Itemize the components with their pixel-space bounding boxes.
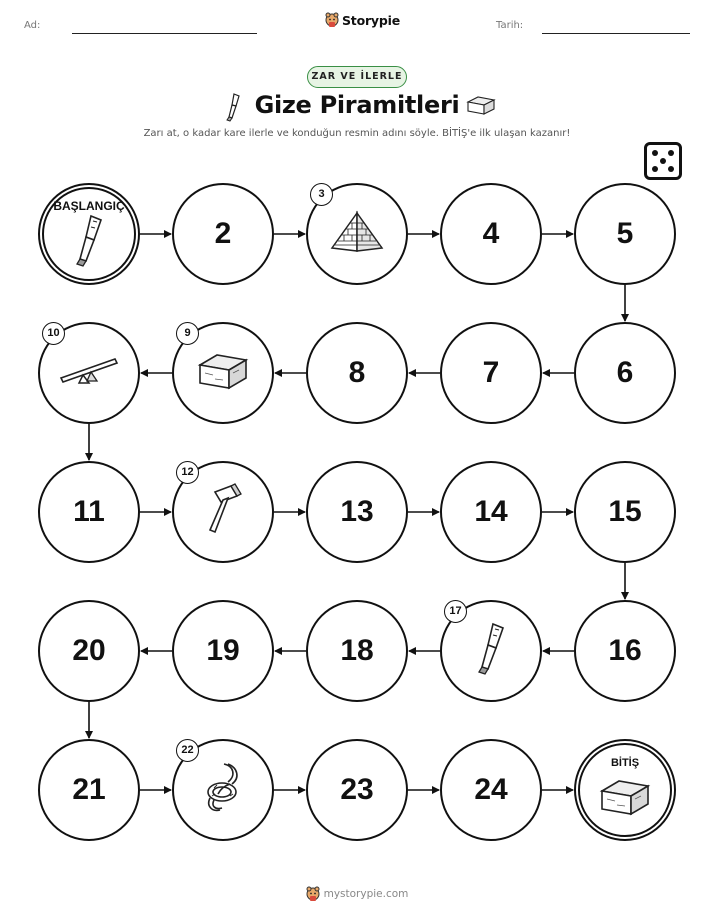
space-number: 14 [474,495,508,528]
board-space-8 [306,322,408,424]
game-type-tag: ZAR VE İLERLE [307,66,407,88]
board-space-2 [172,183,274,285]
space-number: 11 [73,495,105,528]
board-space-11 [38,461,140,563]
date-label: Tarih: [496,20,524,31]
footer [0,886,714,902]
stone-block-icon [597,775,653,823]
start-label: BAŞLANGIÇ [53,199,125,213]
space-number: 23 [340,773,374,806]
board-space-5 [574,183,676,285]
space-number: 19 [206,634,240,667]
finish-space [574,739,676,841]
space-number: 6 [616,356,634,389]
board-space-7 [440,322,542,424]
mascot-icon [306,886,320,902]
board-space-13 [306,461,408,563]
space-number-badge: 12 [176,461,199,484]
chisel-icon [471,621,511,681]
stone-block-icon [195,349,251,397]
board-space-16 [574,600,676,702]
instructions: Zarı at, o kadar kare ilerle ve konduğun resmin adını söyle. BİTİŞ'e ilk ulaşan kazanır! [143,128,571,139]
lever-icon [57,353,121,393]
space-number: 2 [214,217,232,250]
space-number: 7 [482,356,500,389]
space-number-badge: 3 [310,183,333,206]
space-number: 16 [608,634,642,667]
page-title: Gize Piramitleri [254,91,460,119]
board-space-24 [440,739,542,841]
footer-site: mystorypie.com [323,888,409,900]
space-number: 24 [474,773,508,806]
board-space-18 [306,600,408,702]
board-space-15 [574,461,676,563]
rope-icon [200,760,246,820]
board-space-21 [38,739,140,841]
board-space-23 [306,739,408,841]
space-number-badge: 10 [42,322,65,345]
space-number-badge: 22 [176,739,199,762]
space-number-badge: 9 [176,322,199,345]
space-number: 18 [340,634,374,667]
board-space-4 [440,183,542,285]
space-number: 15 [608,495,642,528]
space-number: 20 [72,634,106,667]
board-space-14 [440,461,542,563]
board-space-6 [574,322,676,424]
space-number: 13 [340,495,374,528]
space-number: 4 [482,217,500,250]
finish-label: BİTİŞ [610,757,640,769]
brand-name: Storypie [342,12,400,28]
space-number-badge: 17 [444,600,467,623]
chisel-icon [69,213,109,273]
space-number: 8 [348,356,366,389]
board-space-19 [172,600,274,702]
pyramid-icon [328,210,386,258]
mallet-icon [201,482,245,542]
space-number: 5 [616,217,634,250]
space-number: 21 [72,773,106,806]
board-space-20 [38,600,140,702]
start-space [38,183,140,285]
name-label: Ad: [24,20,41,31]
